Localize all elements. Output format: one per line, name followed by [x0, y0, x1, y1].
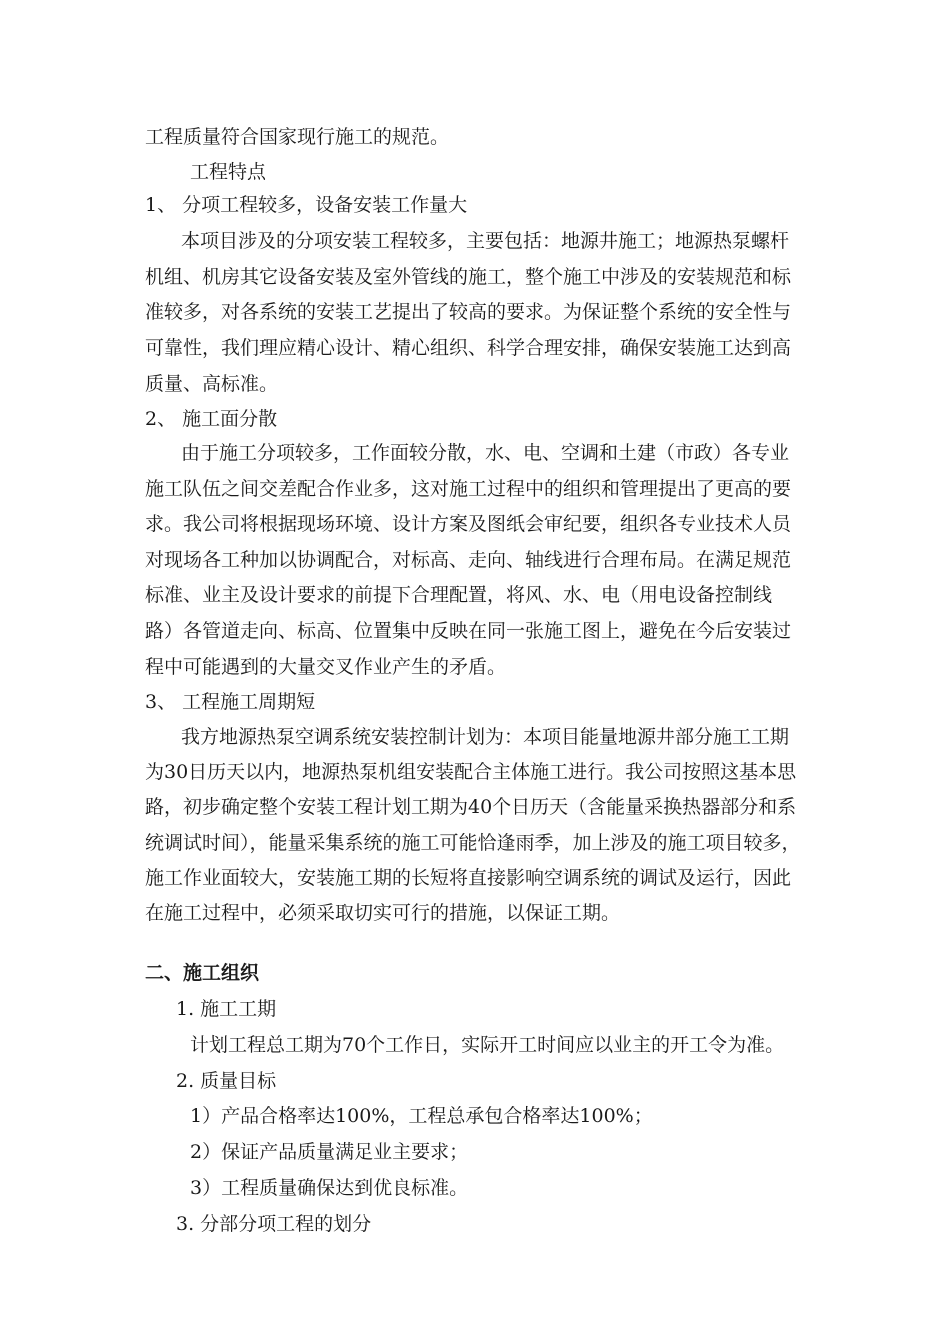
- subheading-project-features: 工程特点: [190, 161, 267, 183]
- list-heading-3: 3、 工程施工周期短: [145, 691, 316, 713]
- paragraph-line: 由于施工分项较多，工作面较分散，水、电、空调和土建（市政）各专业: [181, 442, 790, 464]
- paragraph-line: 质量、高标准。: [145, 373, 279, 395]
- paragraph-line: 施工队伍之间交差配合作业多，这对施工过程中的组织和管理提出了更高的要: [145, 478, 792, 500]
- paragraph-line: 标准、业主及设计要求的前提下合理配置，将风、水、电（用电设备控制线: [145, 584, 773, 606]
- sub-item-3: 3）工程质量确保达到优良标准。: [190, 1177, 469, 1199]
- sub-item-1: 1）产品合格率达100%，工程总承包合格率达100%；: [190, 1105, 653, 1127]
- paragraph-line: 可靠性，我们理应精心设计、精心组织、科学合理安排，确保安装施工达到高: [145, 337, 792, 359]
- paragraph-line: 本项目涉及的分项安装工程较多，主要包括：地源井施工；地源热泵螺杆: [181, 230, 790, 252]
- paragraph-line: 准较多，对各系统的安装工艺提出了较高的要求。为保证整个系统的安全性与: [145, 301, 792, 323]
- paragraph-line: 统调试时间），能量采集系统的施工可能恰逢雨季，加上涉及的施工项目较多，: [145, 832, 801, 854]
- paragraph-line: 我方地源热泵空调系统安装控制计划为：本项目能量地源井部分施工工期: [181, 726, 790, 748]
- paragraph-line: 工程质量符合国家现行施工的规范。: [145, 126, 450, 148]
- paragraph-line: 对现场各工种加以协调配合，对标高、走向、轴线进行合理布局。在满足规范: [145, 549, 792, 571]
- sub-item-2: 2）保证产品质量满足业主要求；: [190, 1141, 469, 1163]
- list-heading-2: 2、 施工面分散: [145, 408, 278, 430]
- paragraph-line: 机组、机房其它设备安装及室外管线的施工，整个施工中涉及的安装规范和标: [145, 266, 792, 288]
- paragraph-line: 施工作业面较大，安装施工期的长短将直接影响空调系统的调试及运行，因此: [145, 867, 792, 889]
- numbered-item-2: 2. 质量目标: [176, 1070, 277, 1092]
- paragraph-line: 路，初步确定整个安装工程计划工期为40个日历天（含能量采换热器部分和系: [145, 796, 797, 818]
- section-heading-construction-organization: 二、施工组织: [145, 962, 260, 984]
- paragraph-line: 在施工过程中，必须采取切实可行的措施，以保证工期。: [145, 902, 621, 924]
- paragraph-line: 程中可能遇到的大量交叉作业产生的矛盾。: [145, 656, 507, 678]
- numbered-item-1: 1. 施工工期: [176, 998, 277, 1020]
- paragraph-line: 计划工程总工期为70个工作日，实际开工时间应以业主的开工令为准。: [190, 1034, 785, 1056]
- paragraph-line: 求。我公司将根据现场环境、设计方案及图纸会审纪要，组织各专业技术人员: [145, 513, 792, 535]
- numbered-item-3: 3. 分部分项工程的划分: [176, 1213, 372, 1235]
- list-heading-1: 1、 分项工程较多，设备安装工作量大: [145, 194, 468, 216]
- paragraph-line: 路）各管道走向、标高、位置集中反映在同一张施工图上，避免在今后安装过: [145, 620, 792, 642]
- paragraph-line: 为30日历天以内，地源热泵机组安装配合主体施工进行。我公司按照这基本思: [145, 761, 797, 783]
